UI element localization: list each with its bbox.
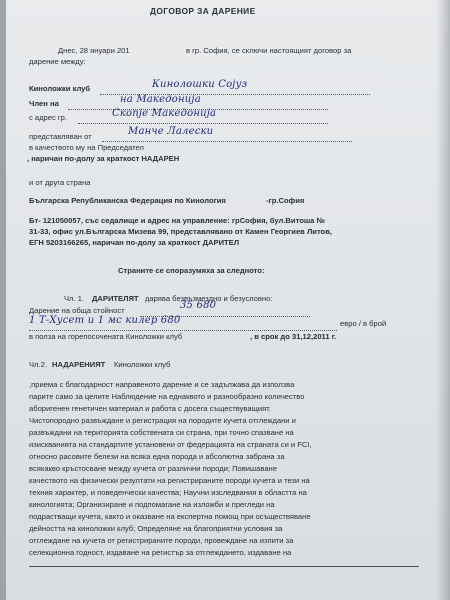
bottom-rule [29, 566, 419, 567]
member-of-handwritten: на Македонија [120, 94, 201, 105]
article1-number: Чл. 1. [64, 294, 85, 303]
scan-left-edge [0, 0, 6, 600]
body-line-7: относно расовите белези на всяка една порода и абсолютна забрана за [29, 452, 285, 461]
intro-between: дарение между: [29, 57, 86, 66]
body-line-5: развъждани на територията собствената си страна, при точно спазване на [29, 428, 294, 437]
recipient-club-label: Киноложки клуб [29, 84, 91, 93]
represented-by-line [102, 141, 352, 142]
body-line-6: изискванията на стандартите установени от федерацията на страната си и FCI, [29, 440, 312, 449]
body-line-14: отглеждане на кучета от регистрираните породи, провеждане на изпити за [29, 536, 294, 545]
federation-city: -гр.София [266, 196, 305, 205]
capacity-chairman: в качеството му на Председател [29, 143, 144, 152]
federation-details-2: 31-33, офис ул.Българска Мизева 99, представлявано от Камен Георгиев Литов, [29, 227, 332, 236]
represented-by-label: представляван от [29, 132, 92, 141]
body-line-8: всякакво кръстосване между кучета от различни породи; Повишаване [29, 464, 277, 473]
federation-name: Българска Републиканска Федерация по Кинология [29, 196, 226, 205]
address-label: с адрес гр. [29, 113, 68, 122]
body-line-11: кинологията; Организиране и подпомагане на изложби и прегледи на [29, 500, 275, 509]
intro-location: в гр. София, се сключи настоящият договор за [186, 46, 352, 55]
scan-right-shadow [436, 0, 450, 600]
donation-items-line [29, 330, 337, 331]
federation-details-3: ЕГН 5203166265, наричан по-долу за краткост ДАРИТЕЛ [29, 238, 240, 247]
article2-number: Чл.2. [29, 360, 47, 369]
hereinafter-recipient: , наричан по-долу за краткост НАДАРЕН [27, 154, 180, 163]
currency-cash: евро / в брой [340, 319, 387, 328]
body-line-12: подрастващи кучета, както и оказване на експертна помощ при осъществяване [29, 512, 311, 521]
body-line-10: техния характер, и поведенчески качества; Научни изследвания в областта на [29, 488, 307, 497]
article2-club: Киноложки клуб [114, 360, 171, 369]
body-line-4: Чистопородно развъждане и регистрация на породите кучета отглеждани и [29, 416, 296, 425]
donation-value-handwritten: 35 680 [180, 300, 217, 311]
other-party: и от друга страна [29, 178, 91, 187]
address-handwritten: Скопје Македонија [112, 108, 217, 119]
parties-agreed-heading: Страните се споразумяха за следното: [118, 266, 265, 275]
body-line-3: аборигенен генетичен материал и работа с досега съществуващият. [29, 404, 271, 413]
represented-by-handwritten: Манче Лалески [128, 126, 214, 137]
address-line [78, 123, 328, 124]
donation-items-handwritten: 1 Т-Хусет и 1 мс килер 680 [29, 315, 181, 326]
article1-text: дарява безвъзмездно и безусловно: [145, 294, 273, 303]
body-line-15: селекционна годност, издаване на регистър за отглеждането, издаване на [29, 548, 292, 557]
intro-date: Днес, 28 януари 201 [58, 46, 130, 55]
deadline: , в срок до 31,12,2011 г. [250, 332, 337, 341]
article2-recipient: НАДАРЕНИЯТ [52, 360, 106, 369]
recipient-club-handwritten: Кинолошки Сојуз [152, 79, 248, 90]
body-line-2: парите само за целите Наблюдение на еднаквото и разнообразно количество [29, 392, 305, 401]
in-favour-of: в полза на горепосочената Киноложки клуб [29, 332, 183, 341]
body-line-13: дейността на киноложки клуб; Определяне на благоприятни условия за [29, 524, 283, 533]
donation-value-label: Дарение на обща стойност [29, 306, 125, 315]
body-line-9: качеството на физически резултати на регистрираните породи кучета и тези на [29, 476, 310, 485]
federation-details-1: Бт- 121050057, със седалище и адрес на управление: грСофия, бул.Витоша № [29, 216, 325, 225]
member-of-label: Член на [29, 99, 59, 108]
article1-donor: ДАРИТЕЛЯТ [92, 294, 139, 303]
document-title: ДОГОВОР ЗА ДАРЕНИЕ [150, 6, 256, 16]
body-line-1: ,приема с благодарност направеното дарение и се задължава да използва [29, 380, 295, 389]
